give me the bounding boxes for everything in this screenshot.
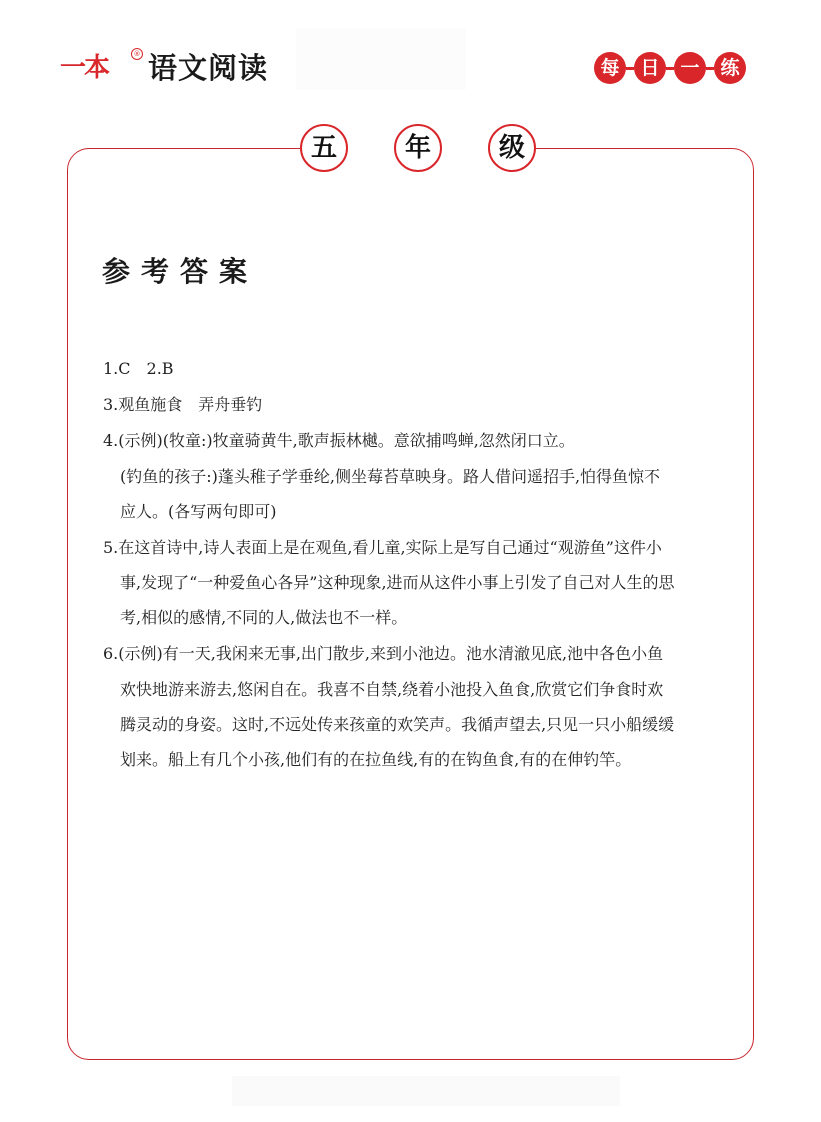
faded-bottom-band xyxy=(232,1076,620,1106)
badge-connector xyxy=(626,67,634,70)
answer-5-line-1: 5.在这首诗中,诗人表面上是在观鱼,看儿童,实际上是写自己通过“观游鱼”这件小 xyxy=(103,538,662,557)
grade-char-1: 五 xyxy=(300,124,348,172)
daily-char-2: 日 xyxy=(634,52,666,84)
answer-4-line-2: (钓鱼的孩子:)蓬头稚子学垂纶,侧坐莓苔草映身。路人借问遥招手,怕得鱼惊不 xyxy=(120,467,661,486)
faded-top-band xyxy=(296,28,466,90)
answer-6-line-3: 腾灵动的身姿。这时,不远处传来孩童的欢笑声。我循声望去,只见一只小船缓缓 xyxy=(120,715,675,734)
brand-title: 语文阅读 xyxy=(148,51,269,85)
registered-mark: ® xyxy=(131,48,143,60)
grade-char-2: 年 xyxy=(394,124,442,172)
answer-5-line-3: 考,相似的感情,不同的人,做法也不一样。 xyxy=(120,608,408,627)
grade-label xyxy=(300,122,536,174)
badge-connector xyxy=(706,67,714,70)
answer-5-line-2: 事,发现了“一种爱鱼心各异”这种现象,进而从这件小事上引发了自己对人生的思 xyxy=(120,573,675,592)
daily-char-3: 一 xyxy=(674,52,706,84)
brand-logo: 一本 xyxy=(60,53,109,83)
page-heading: 参考答案 xyxy=(102,255,259,288)
daily-char-1: 每 xyxy=(594,52,626,84)
daily-char-4: 练 xyxy=(714,52,746,84)
answer-3: 3.观鱼施食 弄舟垂钓 xyxy=(103,395,263,414)
answer-6-line-1: 6.(示例)有一天,我闲来无事,出门散步,来到小池边。池水清澈见底,池中各色小鱼 xyxy=(103,644,664,663)
answer-6-line-4: 划来。船上有几个小孩,他们有的在拉鱼线,有的在钩鱼食,有的在伸钓竿。 xyxy=(120,750,632,769)
answer-4-line-1: 4.(示例)(牧童:)牧童骑黄牛,歌声振林樾。意欲捕鸣蝉,忽然闭口立。 xyxy=(103,431,575,450)
daily-practice-badge xyxy=(594,52,746,84)
badge-connector xyxy=(666,67,674,70)
answer-4-line-3: 应人。(各写两句即可) xyxy=(120,502,277,521)
grade-char-3: 级 xyxy=(488,124,536,172)
answer-6-line-2: 欢快地游来游去,悠闲自在。我喜不自禁,绕着小池投入鱼食,欣赏它们争食时欢 xyxy=(120,680,664,699)
answer-1-2: 1.C 2.B xyxy=(103,359,174,378)
